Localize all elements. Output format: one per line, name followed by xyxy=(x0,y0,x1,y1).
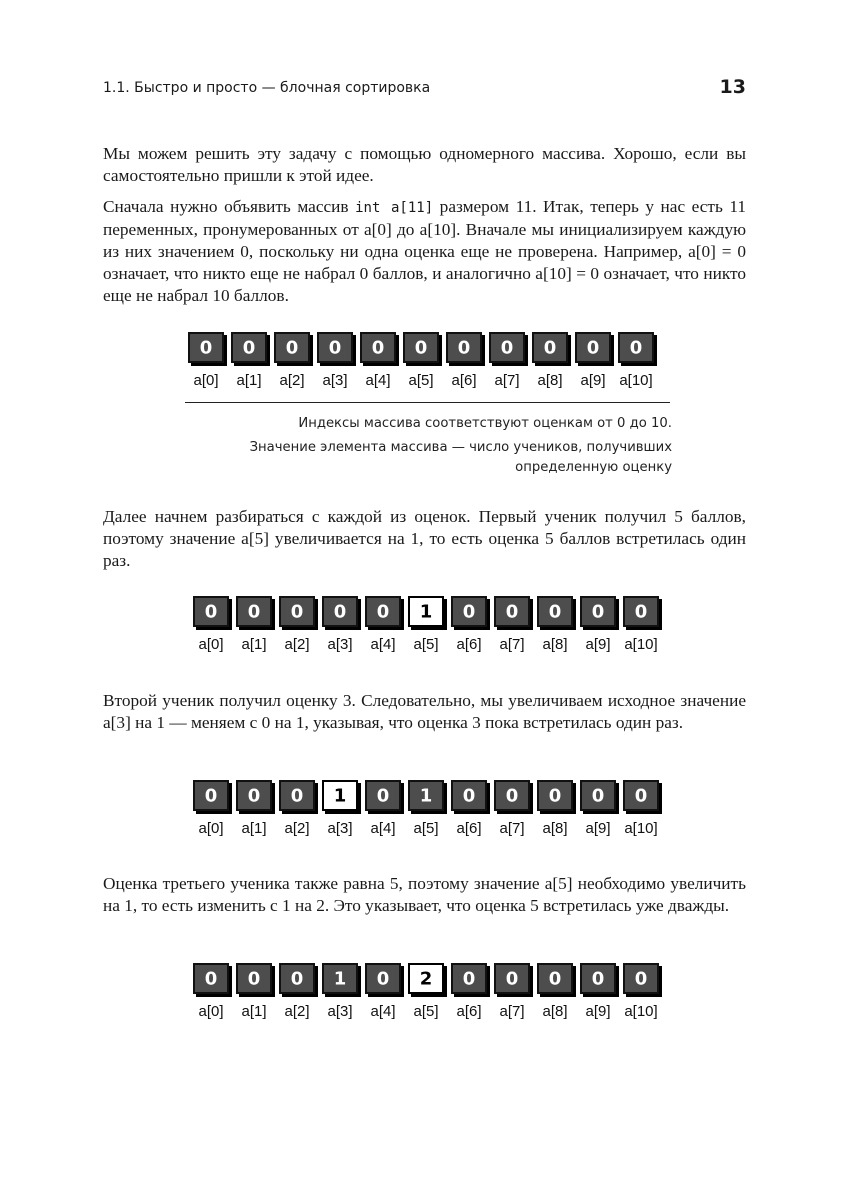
array-cell xyxy=(322,596,358,627)
array-cell-value: 0 xyxy=(204,601,218,622)
array-index-label: a[5] xyxy=(408,372,434,389)
array-cell xyxy=(451,963,487,994)
paragraph-second-student: Второй ученик получил оценку 3. Следовательно, мы увеличиваем исходное значение a[3] на 1 — меняем с 0 на 1, указывая, что оценка 3 пока встретилась один раз. xyxy=(103,691,746,732)
array-cell xyxy=(365,780,401,811)
caption-divider xyxy=(185,402,670,403)
array-cell xyxy=(532,332,568,363)
array-cell xyxy=(236,596,272,627)
array-cell xyxy=(580,963,616,994)
array-cell-value: 0 xyxy=(548,601,562,622)
array-index-label: a[5] xyxy=(413,820,439,837)
array-index-label: a[2] xyxy=(284,1003,310,1020)
array-cell xyxy=(365,963,401,994)
array-cell xyxy=(193,596,229,627)
array-cell xyxy=(365,596,401,627)
array-index-label: a[8] xyxy=(537,372,563,389)
array-index-label: a[8] xyxy=(542,636,568,653)
array-cell-value: 0 xyxy=(462,968,476,989)
array-cell xyxy=(322,963,358,994)
array-index-label: a[6] xyxy=(456,636,482,653)
array-cell-value: 0 xyxy=(247,968,261,989)
array-cell-value: 1 xyxy=(333,968,347,989)
array-cell xyxy=(231,332,267,363)
array-index-label: a[0] xyxy=(198,1003,224,1020)
array-cell-value: 2 xyxy=(419,968,433,989)
array-index-label: a[7] xyxy=(499,1003,525,1020)
array-cell-value: 0 xyxy=(500,337,514,358)
array-cell xyxy=(446,332,482,363)
array-index-label: a[3] xyxy=(327,1003,353,1020)
array-cell-value: 0 xyxy=(371,337,385,358)
array-index-label: a[8] xyxy=(542,1003,568,1020)
array-index-label: a[3] xyxy=(322,372,348,389)
array-index-label: a[3] xyxy=(327,636,353,653)
array-cell xyxy=(193,780,229,811)
array-index-label: a[6] xyxy=(456,820,482,837)
array-index-label: a[7] xyxy=(494,372,520,389)
array-index-label: a[6] xyxy=(451,372,477,389)
paragraph-first-student: Далее начнем разбираться с каждой из оценок. Первый ученик получил 5 баллов, поэтому значение a[5] увеличивается на 1, то есть оценка 5 баллов встретилась один раз. xyxy=(103,507,746,570)
array-cell xyxy=(451,780,487,811)
array-cell xyxy=(279,596,315,627)
array-cell xyxy=(451,596,487,627)
array-cell-value: 0 xyxy=(247,785,261,806)
caption-line-1: Индексы массива соответствуют оценкам от 0 до 10. xyxy=(298,416,672,431)
array-index-label: a[9] xyxy=(585,636,611,653)
array-cell xyxy=(403,332,439,363)
array-cell xyxy=(408,963,444,994)
array-cell-value: 0 xyxy=(462,601,476,622)
array-cell-value: 0 xyxy=(290,968,304,989)
array-cell-value: 0 xyxy=(591,968,605,989)
array-cell xyxy=(494,596,530,627)
array-cell xyxy=(623,596,659,627)
array-index-label: a[5] xyxy=(413,636,439,653)
array-cell xyxy=(193,963,229,994)
array-index-label: a[10] xyxy=(624,820,658,837)
array-index-label: a[9] xyxy=(585,1003,611,1020)
array-index-label: a[0] xyxy=(193,372,219,389)
array-cell-value: 0 xyxy=(376,968,390,989)
code-snippet: int a[11] xyxy=(355,200,434,216)
array-index-label: a[5] xyxy=(413,1003,439,1020)
array-cell xyxy=(408,596,444,627)
array-index-label: a[0] xyxy=(198,636,224,653)
paragraph-text: Сначала нужно объявить массив xyxy=(103,197,356,216)
array-cell xyxy=(279,780,315,811)
array-cell xyxy=(537,780,573,811)
paragraph-third-student: Оценка третьего ученика также равна 5, поэтому значение a[5] необходимо увеличить на 1, то есть изменить с 1 на 2. Это указывает, что оценка 5 встретилась уже дважды. xyxy=(103,874,746,915)
array-cell xyxy=(236,780,272,811)
array-cell-value: 1 xyxy=(333,785,347,806)
array-cell-value: 0 xyxy=(199,337,213,358)
array-index-label: a[3] xyxy=(327,820,353,837)
array-cell-value: 0 xyxy=(204,785,218,806)
array-cell-value: 0 xyxy=(548,785,562,806)
array-cell-value: 0 xyxy=(242,337,256,358)
array-cell-value: 0 xyxy=(629,337,643,358)
array-cell-value: 0 xyxy=(505,785,519,806)
array-cell xyxy=(322,780,358,811)
array-index-label: a[1] xyxy=(241,636,267,653)
array-cell xyxy=(494,780,530,811)
array-index-label: a[1] xyxy=(241,1003,267,1020)
array-cell xyxy=(618,332,654,363)
array-cell-value: 0 xyxy=(548,968,562,989)
paragraph-declare-array xyxy=(103,196,746,307)
array-cell xyxy=(580,596,616,627)
array-cell-value: 0 xyxy=(591,601,605,622)
array-cell xyxy=(279,963,315,994)
array-cell xyxy=(537,963,573,994)
array-cell-value: 0 xyxy=(505,968,519,989)
running-header xyxy=(103,76,746,104)
paragraph-text: размером 11. Итак, теперь у нас есть 11 переменных, пронумерованных от a[0] до a[10]. Вначале мы инициализируем каждую из них значением 0, поскольку ни одна оценка еще не проверена. Например, a[0] = 0 означает, что никто еще не набрал 0 баллов, и аналогично a[10] = 0 означает, что никто еще не набрал 10 баллов. xyxy=(103,197,747,305)
array-cell-value: 0 xyxy=(543,337,557,358)
array-cell-value: 0 xyxy=(247,601,261,622)
array-cell-value: 0 xyxy=(333,601,347,622)
array-cell-value: 0 xyxy=(290,601,304,622)
array-cell xyxy=(537,596,573,627)
array-index-label: a[2] xyxy=(284,820,310,837)
array-cell xyxy=(580,780,616,811)
array-cell-value: 0 xyxy=(376,785,390,806)
array-index-label: a[4] xyxy=(365,372,391,389)
array-cell xyxy=(623,780,659,811)
caption-line-2: Значение элемента массива — число учеников, получивших определенную оценку xyxy=(249,440,672,475)
array-cell-value: 0 xyxy=(634,785,648,806)
array-cell xyxy=(575,332,611,363)
array-index-label: a[8] xyxy=(542,820,568,837)
array-cell-value: 0 xyxy=(634,968,648,989)
array-cell-value: 0 xyxy=(457,337,471,358)
array-cell-value: 0 xyxy=(204,968,218,989)
array-cell xyxy=(317,332,353,363)
array-index-label: a[1] xyxy=(241,820,267,837)
array-cell-value: 0 xyxy=(586,337,600,358)
array-cell-value: 0 xyxy=(634,601,648,622)
array-index-label: a[2] xyxy=(284,636,310,653)
array-index-label: a[10] xyxy=(624,1003,658,1020)
array-cell xyxy=(489,332,525,363)
array-cell xyxy=(236,963,272,994)
array-cell-value: 0 xyxy=(414,337,428,358)
array-cell-value: 1 xyxy=(419,785,433,806)
array-index-label: a[1] xyxy=(236,372,262,389)
array-cell xyxy=(623,963,659,994)
array-index-label: a[4] xyxy=(370,820,396,837)
array-cell-value: 0 xyxy=(505,601,519,622)
page-number: 13 xyxy=(719,76,746,98)
array-cell-value: 0 xyxy=(376,601,390,622)
array-index-label: a[7] xyxy=(499,636,525,653)
array-index-label: a[7] xyxy=(499,820,525,837)
array-index-label: a[9] xyxy=(585,820,611,837)
array-cell xyxy=(274,332,310,363)
array-index-label: a[4] xyxy=(370,1003,396,1020)
array-cell xyxy=(408,780,444,811)
paragraph-intro: Мы можем решить эту задачу с помощью одномерного массива. Хорошо, если вы самостоятельно пришли к этой идее. xyxy=(103,144,746,185)
array-cell-value: 0 xyxy=(462,785,476,806)
array-index-label: a[2] xyxy=(279,372,305,389)
array-cell-value: 0 xyxy=(328,337,342,358)
array-cell xyxy=(494,963,530,994)
array-cell-value: 0 xyxy=(290,785,304,806)
array-index-label: a[10] xyxy=(624,636,658,653)
array-cell xyxy=(360,332,396,363)
array-index-label: a[10] xyxy=(619,372,653,389)
running-title: 1.1. Быстро и просто — блочная сортировка xyxy=(103,80,431,96)
array-index-label: a[4] xyxy=(370,636,396,653)
array-cell-value: 0 xyxy=(591,785,605,806)
array-cell-value: 0 xyxy=(285,337,299,358)
array-index-label: a[6] xyxy=(456,1003,482,1020)
array-index-label: a[9] xyxy=(580,372,606,389)
array-index-label: a[0] xyxy=(198,820,224,837)
array-cell-value: 1 xyxy=(419,601,433,622)
array-cell xyxy=(188,332,224,363)
